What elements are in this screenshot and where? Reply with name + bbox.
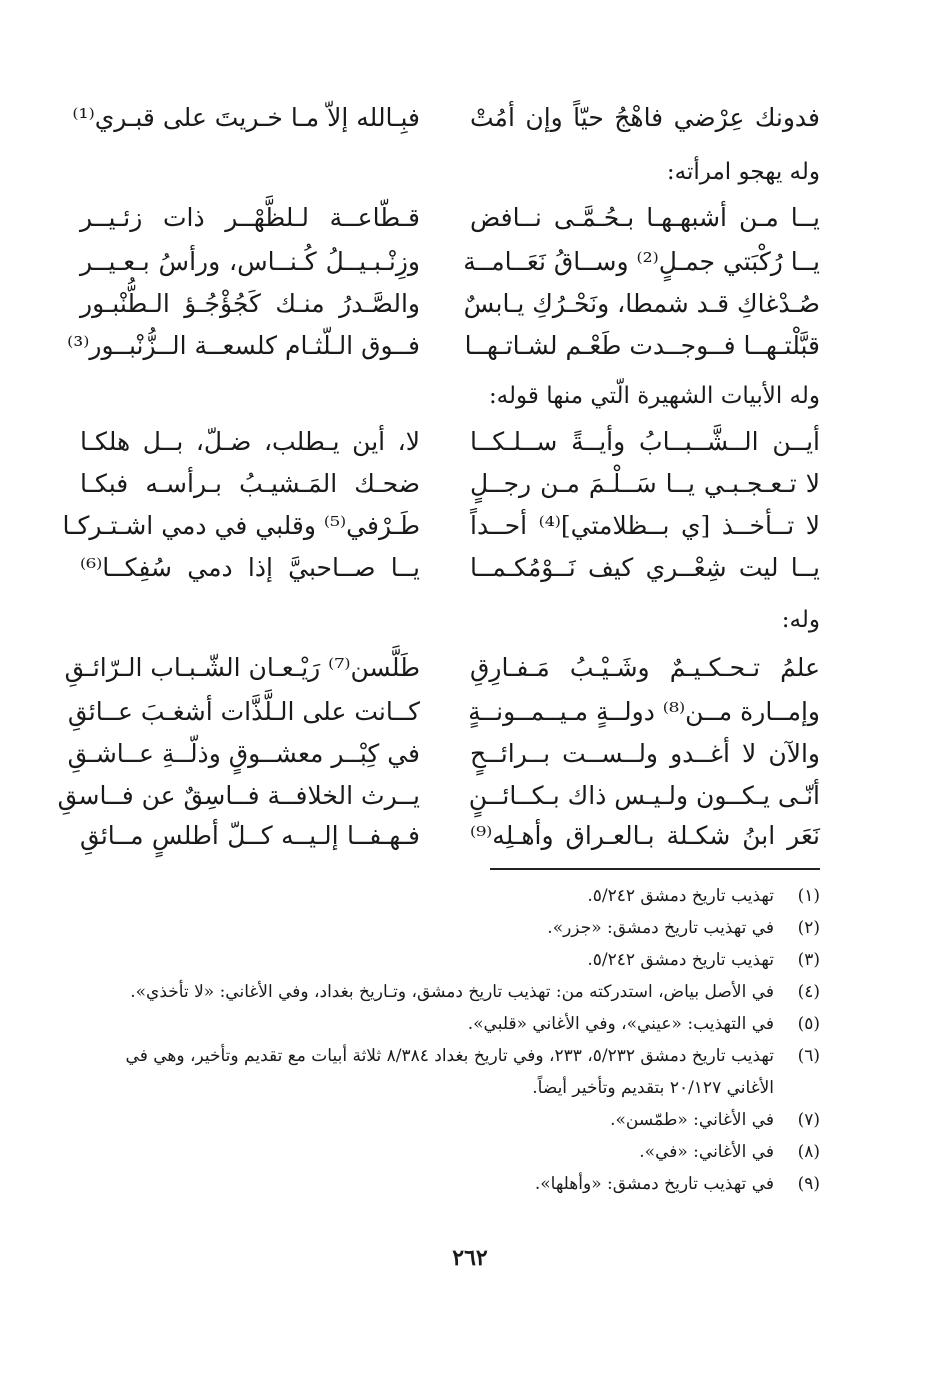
- footnote-text: في تهذيب تاريخ دمشق: «وأهلها».: [534, 1174, 774, 1194]
- footnote-number: (٧): [797, 1110, 820, 1130]
- verse-line: [0, 240, 940, 284]
- footnote-number: (٤): [797, 982, 820, 1002]
- verse-first-hemistich: والآن لا أغــدو ولــســت بــرائــحٍ: [470, 739, 820, 768]
- verse-second-hemistich: والصَّـدرُ منـك كَجُؤْجُـؤ الـطُّنْبـور: [80, 289, 420, 318]
- verse-line: [0, 196, 940, 240]
- section-intro: وله يهجو امرأته:: [666, 159, 820, 185]
- verse-second-hemistich: يــرث الخلافــة فــاسِقٌ عن فــاسقِ: [57, 781, 420, 810]
- footnote-text: في الأغاني: «طمّسن».: [610, 1110, 774, 1130]
- verse-line: [0, 774, 940, 818]
- verse-line: [0, 690, 940, 734]
- verse-first-hemistich: يــا ليت شِعْــري كيف نَــوْمُكـمــا: [470, 553, 820, 582]
- footnote: [105, 1136, 820, 1168]
- verse-first-hemistich: علمُ تـحـكـيـمٌ وشَـيْـبُ مَـفـارِقِ: [470, 653, 820, 682]
- footnote-text: تهذيب تاريخ دمشق ٥/٢٤٢.: [587, 886, 774, 906]
- verse-line: [0, 732, 940, 776]
- verse-second-hemistich: فــوق الـلّثـام كلسعــة الــزُّنْبــور⁽³⁾: [67, 331, 420, 360]
- verse-line: [0, 546, 940, 590]
- footnote-text: في الأغاني: «في».: [639, 1142, 774, 1162]
- verse-second-hemistich: فبِـالله إلاّ مـا خـريتَ على قبـري⁽¹⁾: [72, 103, 420, 132]
- footnote: [105, 1104, 820, 1136]
- footnote: [105, 944, 820, 976]
- verse-second-hemistich: طَلَّسن⁽⁷⁾ رَيْـعـان الشّـبـاب الـرّائـقِ: [64, 653, 420, 682]
- footnote: [105, 912, 820, 944]
- footnote-text: في تهذيب تاريخ دمشق: «جزر».: [547, 918, 774, 938]
- verse-line: [0, 646, 940, 690]
- footnote: [105, 1040, 820, 1104]
- footnote-number: (٥): [797, 1014, 820, 1034]
- verse-second-hemistich: طَـرْفي⁽⁵⁾ وقلبي في دمي اشـتـركـا: [62, 511, 420, 540]
- verse-line: [0, 462, 940, 506]
- verse-second-hemistich: كــانت على الـلَّذَّات أشغـبَ عــائقِ: [67, 697, 420, 726]
- verse-second-hemistich: يــا صــاحبيَّ إذا دمي سُفِكــا⁽⁶⁾: [80, 553, 420, 582]
- verse-first-hemistich: صُـدْغاكِ قـد شمطا، ونَحْـرُكِ يـابسٌ: [463, 289, 820, 318]
- verse-second-hemistich: لا، أين يـطلب، ضـلّ، بــل هلكـا: [80, 427, 420, 456]
- footnote-number: (٦): [797, 1046, 820, 1066]
- verse-first-hemistich: يــا رُكْبَتي جمـلٍ⁽²⁾ وســاقُ نَعَــامــة: [463, 247, 820, 276]
- footnote-number: (٢): [797, 918, 820, 938]
- verse-first-hemistich: نَعَر ابنُ شكـلة بـالعـراق وأهـلِه⁽⁹⁾: [470, 821, 820, 850]
- footnote-number: (٨): [797, 1142, 820, 1162]
- verse-line: [0, 814, 940, 858]
- verse-first-hemistich: وإمــارة مــن⁽⁸⁾ دولــةٍ مـيــمــونــةٍ: [468, 697, 820, 726]
- footnote-number: (١): [797, 886, 820, 906]
- footnote-separator: [490, 868, 820, 870]
- verse-first-hemistich: أنّـى يـكــون ولـيـس ذاك بـكــائــنٍ: [468, 781, 820, 810]
- page-number: ٢٦٢: [452, 1245, 488, 1271]
- verse-line: [0, 420, 940, 464]
- footnote-text: تهذيب تاريخ دمشق ٥/٢٣٢، ٢٣٣، وفي تاريخ بغداد ٨/٣٨٤ ثلاثة أبيات مع تقديم وتأخير، وهي في الأغاني ٢٠/١٢٧ بتقديم وتأخير أيضاً.: [125, 1046, 774, 1098]
- verse-second-hemistich: في كِبْــر معشــوقٍ وذلّــةِ عــاشـقِ: [67, 739, 420, 768]
- footnote-text: تهذيب تاريخ دمشق ٥/٢٤٢.: [587, 950, 774, 970]
- verse-first-hemistich: يــا مـن أشبهـهـا بـحُـمَّـى نــافض: [470, 203, 820, 232]
- verse-first-hemistich: لا تـعـجـبـي يــا سَــلْـمَ مـن رجــلٍ: [470, 469, 820, 498]
- verse-first-hemistich: قبَّلْتـهــا فــوجــدت طَعْـم لشـاتـهــا: [464, 331, 820, 360]
- footnote: [105, 976, 820, 1008]
- footnote-text: في التهذيب: «عيني»، وفي الأغاني «قلبي».: [467, 1014, 774, 1034]
- footnote-number: (٣): [797, 950, 820, 970]
- verse-second-hemistich: قـطّاعــة لـلظَّهْــر ذات زئـيــر: [80, 203, 420, 232]
- section-intro: وله:: [781, 607, 820, 633]
- verse-first-hemistich: لا تــأخــذ [ي بــظلامتي]⁽⁴⁾ أحــداً: [470, 511, 820, 540]
- verse-line: [0, 96, 940, 140]
- footnote: [105, 880, 820, 912]
- footnote-number: (٩): [797, 1174, 820, 1194]
- footnote: [105, 1168, 820, 1200]
- verse-first-hemistich: أيــن الــشَّــبــابُ وأيــةً ســلـكــا: [470, 427, 820, 456]
- verse-first-hemistich: فدونك عِرْضي فاهْجُ حيّاً وإن أمُتْ: [470, 103, 820, 132]
- verse-second-hemistich: فـهـفــا إلـيــه كــلّ أطلسٍ مــائقِ: [80, 821, 420, 850]
- verse-second-hemistich: وزِنْـبـيــلُ كُـنــاس، ورأسُ بـعـيــر: [80, 247, 420, 276]
- footnotes: [105, 880, 820, 1200]
- section-intro: وله الأبيات الشهيرة الّتي منها قوله:: [488, 383, 820, 409]
- verse-second-hemistich: ضحـك المَـشيـبُ بـرأسـه فبكـا: [80, 469, 420, 498]
- verse-line: [0, 504, 940, 548]
- verse-line: [0, 282, 940, 326]
- verse-line: [0, 324, 940, 368]
- footnote-text: في الأصل بياض، استدركته من: تهذيب تاريخ دمشق، وتـاريخ بغداد، وفي الأغاني: «لا تأخذي».: [130, 982, 774, 1002]
- footnote: [105, 1008, 820, 1040]
